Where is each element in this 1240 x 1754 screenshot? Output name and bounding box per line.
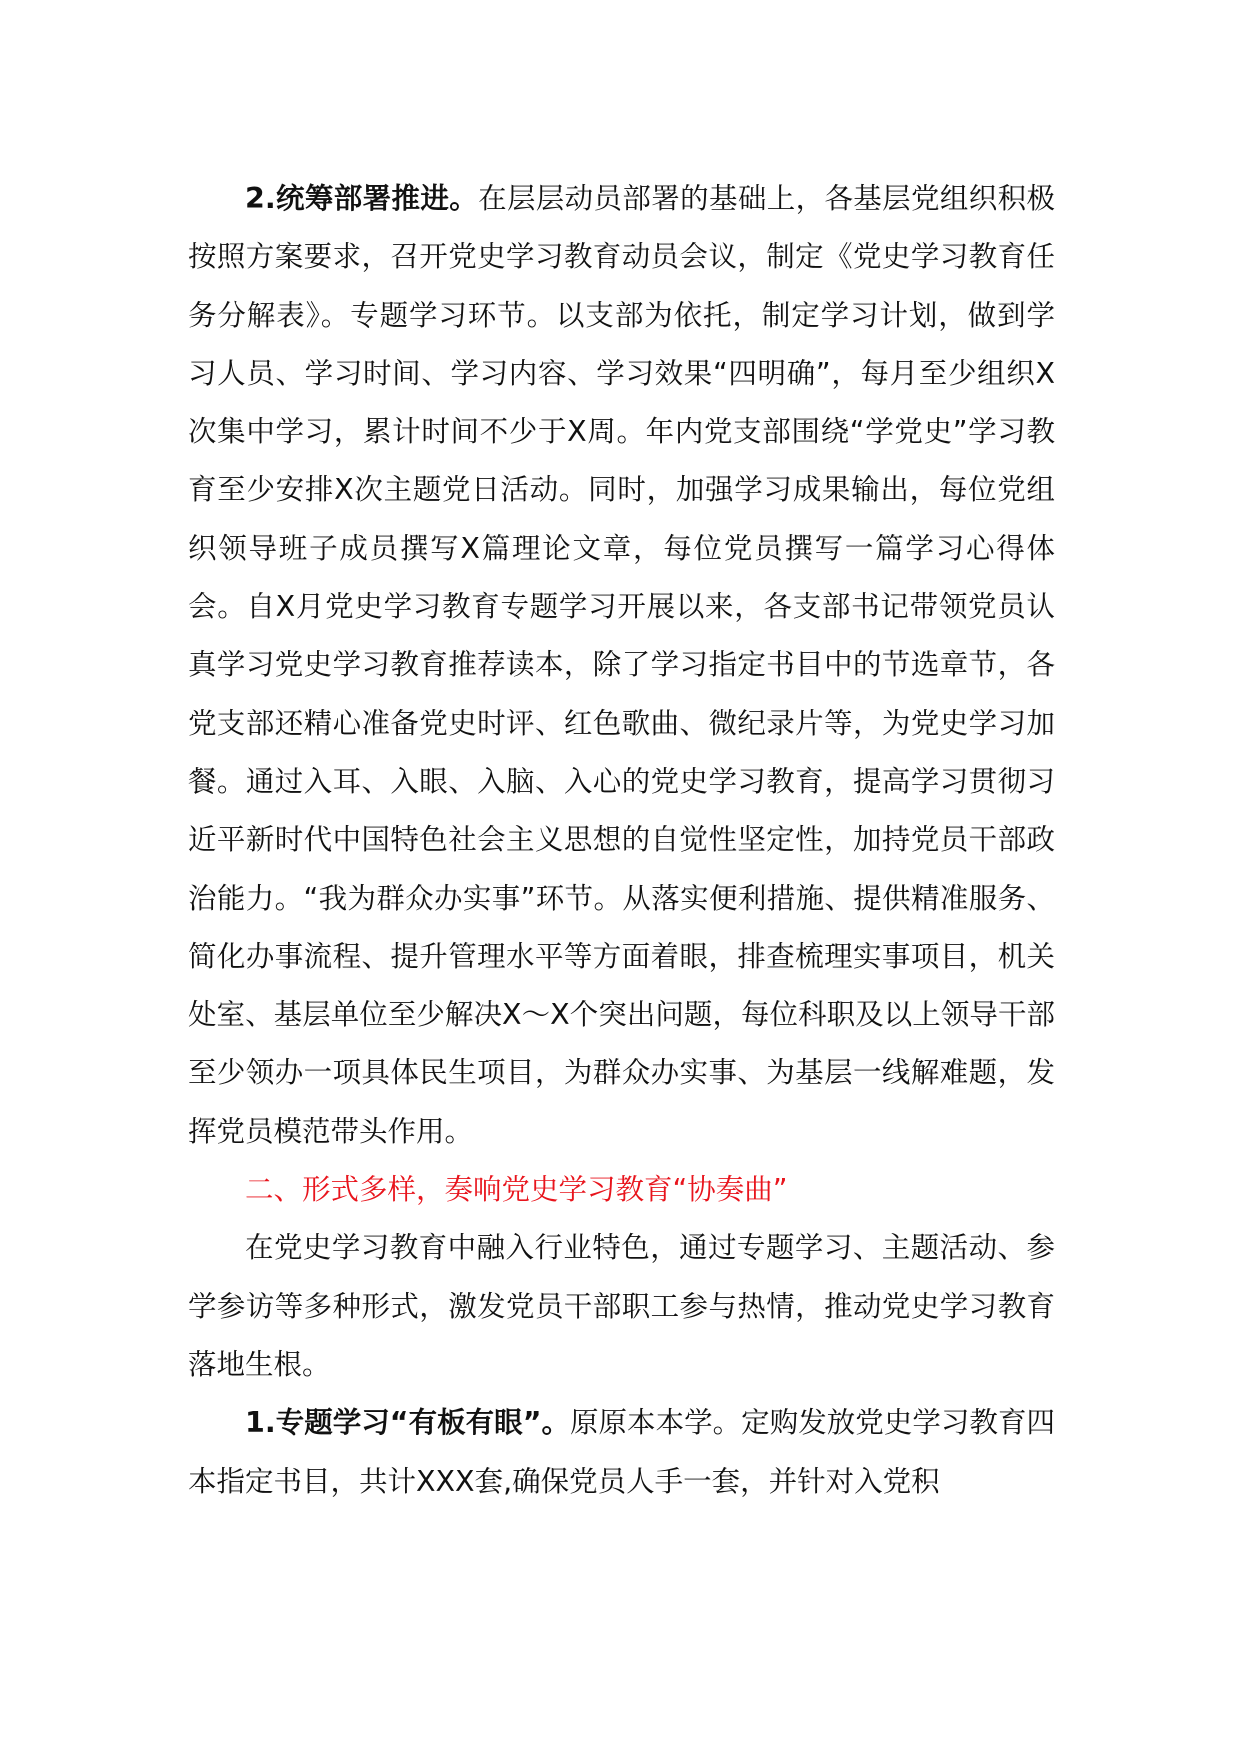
paragraph-topic-study-heading: 1.专题学习“有板有眼”。 (245, 1406, 570, 1440)
paragraph-topic-study-text: 原原本本学。定购发放党史学习教育四本指定书目，共计XXX套,确保党员人手一套，并针对入党积 (188, 1406, 1055, 1498)
paragraph-deployment-text: 在层层动员部署的基础上，各基层党组织积极按照方案要求，召开党史学习教育动员会议，制定《党史学习教育任务分解表》。专题学习环节。以支部为依托，制定学习计划，做到学习人员、学习时间、学习内容、学习效果“四明确”，每月至少组织X次集中学习，累计时间不少于X周。年内党支部围绕“学党史”学习教育至少安排X次主题党日活动。同时，加强学习成果输出，每位党组织领导班子成员撰写X篇理论文章，每位党员撰写一篇学习心得体会。自X月党史学习教育专题学习开展以来，各支部书记带领党员认真学习党史学习教育推荐读本，除了学习指定书目中的节选章节，各党支部还精心准备党史时评、红色歌曲、微纪录片等，为党史学习加餐。通过入耳、入眼、入脑、入心的党史学习教育，提高学习贯彻习近平新时代中国特色社会主义思想的自觉性坚定性，加持党员干部政治能力。“我为群众办实事”环节。从落实便利措施、提供精准服务、简化办事流程、提升管理水平等方面着眼，排查梳理实事项目，机关处室、基层单位至少解决X～X个突出问题，每位科职及以上领导干部至少领办一项具体民生项目，为群众办实事、为基层一线解难题，发挥党员模范带头作用。 (188, 182, 1055, 1148)
document-body (188, 170, 1055, 1511)
section-heading-forms: 二、形式多样，奏响党史学习教育“协奏曲” (245, 1173, 788, 1207)
paragraph-deployment-heading: 2.统筹部署推进。 (245, 182, 479, 215)
paragraph-deployment (188, 170, 1055, 1161)
paragraph-forms-intro: 在党史学习教育中融入行业特色，通过专题学习、主题活动、参学参访等多种形式，激发党员干部职工参与热情，推动党史学习教育落地生根。 (188, 1231, 1055, 1381)
paragraph-topic-study (188, 1394, 1055, 1511)
